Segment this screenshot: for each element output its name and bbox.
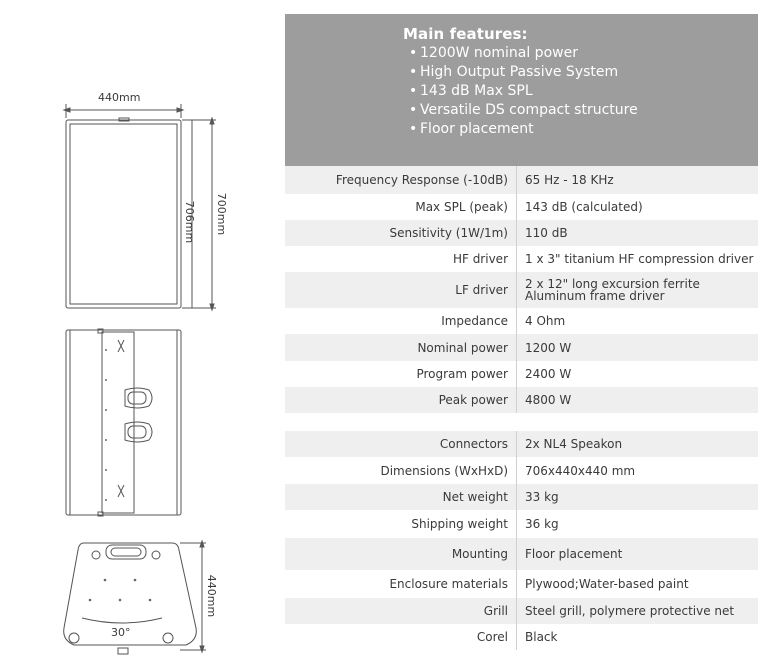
spec-row — [285, 308, 758, 334]
spec-row — [285, 272, 758, 308]
spec-label: Shipping weight — [411, 517, 508, 531]
feature-item: • High Output Passive System — [409, 64, 619, 80]
spec-row — [285, 570, 758, 598]
height-inner-dimension-label: 700mm — [215, 192, 228, 236]
spec-label: Net weight — [285, 484, 517, 510]
spec-value: 2 x 12" long excursion ferrite Aluminum frame driver — [517, 272, 759, 308]
spec-label: Peak power — [285, 387, 517, 413]
height-outer-dimension-label: 706mm — [183, 200, 196, 244]
spec-spacer — [285, 413, 758, 431]
spec-value: 4800 W — [517, 387, 759, 413]
spec-row — [285, 510, 758, 538]
top-view — [64, 541, 206, 654]
spec-panel — [285, 14, 758, 650]
spec-row — [285, 538, 758, 570]
side-view — [66, 329, 181, 516]
spec-label: Grill — [285, 598, 517, 624]
spec-label: Enclosure materials — [389, 577, 508, 591]
spec-value: 36 kg — [517, 510, 759, 538]
spec-value: 2400 W — [517, 361, 759, 387]
spec-value: Black — [517, 624, 759, 650]
spec-row — [285, 457, 758, 484]
features-title: Main features: — [403, 25, 528, 43]
spec-label: Corel — [476, 630, 508, 644]
width-dimension-label: 440mm — [98, 91, 141, 104]
spec-label: Frequency Response (-10dB) — [285, 166, 517, 194]
features-list — [403, 44, 758, 139]
spec-label: Nominal power — [285, 334, 517, 361]
spec-row — [285, 624, 758, 650]
feature-item: • Floor placement — [409, 121, 534, 137]
spec-label: Max SPL (peak) — [415, 200, 508, 214]
spec-value: 110 dB — [517, 220, 759, 246]
spec-label: Sensitivity (1W/1m) — [285, 220, 517, 246]
spec-row — [285, 194, 758, 220]
spec-row — [285, 484, 758, 510]
feature-item: • 1200W nominal power — [409, 45, 578, 61]
spec-row — [285, 220, 758, 246]
spec-value: 33 kg — [517, 484, 759, 510]
spec-row — [285, 246, 758, 272]
speaker-drawings — [0, 0, 285, 661]
spec-row — [285, 598, 758, 624]
spec-value: 4 Ohm — [517, 308, 759, 334]
spec-value: 1200 W — [517, 334, 759, 361]
spec-row — [285, 334, 758, 361]
spec-row — [285, 431, 758, 457]
spec-value: 2x NL4 Speakon — [517, 431, 759, 457]
spec-label: HF driver — [452, 252, 508, 266]
spec-row — [285, 361, 758, 387]
depth-dimension-label: 440mm — [205, 574, 218, 618]
spec-label: Impedance — [441, 314, 508, 328]
spec-row — [285, 387, 758, 413]
spec-table — [285, 166, 758, 650]
spec-label: Mounting — [285, 538, 517, 570]
spec-value: 706x440x440 mm — [517, 457, 759, 484]
angle-label: 30° — [111, 626, 131, 639]
spec-label: LF driver — [285, 272, 517, 308]
spec-value: Steel grill, polymere protective net — [517, 598, 759, 624]
spec-value: 65 Hz - 18 KHz — [517, 166, 759, 194]
spec-label: Connectors — [285, 431, 517, 457]
spec-row — [285, 166, 758, 194]
drawing-canvas — [0, 0, 285, 661]
main-features-box — [285, 14, 758, 166]
spec-value: 143 dB (calculated) — [517, 194, 759, 220]
spec-label: Program power — [416, 367, 508, 381]
spec-value: Plywood;Water-based paint — [517, 570, 759, 598]
spec-label: Dimensions (WxHxD) — [380, 463, 508, 478]
feature-item: • 143 dB Max SPL — [409, 83, 533, 99]
spec-value: Floor placement — [517, 538, 759, 570]
spec-value: 1 x 3" titanium HF compression driver — [517, 246, 759, 272]
feature-item: • Versatile DS compact structure — [409, 102, 638, 118]
